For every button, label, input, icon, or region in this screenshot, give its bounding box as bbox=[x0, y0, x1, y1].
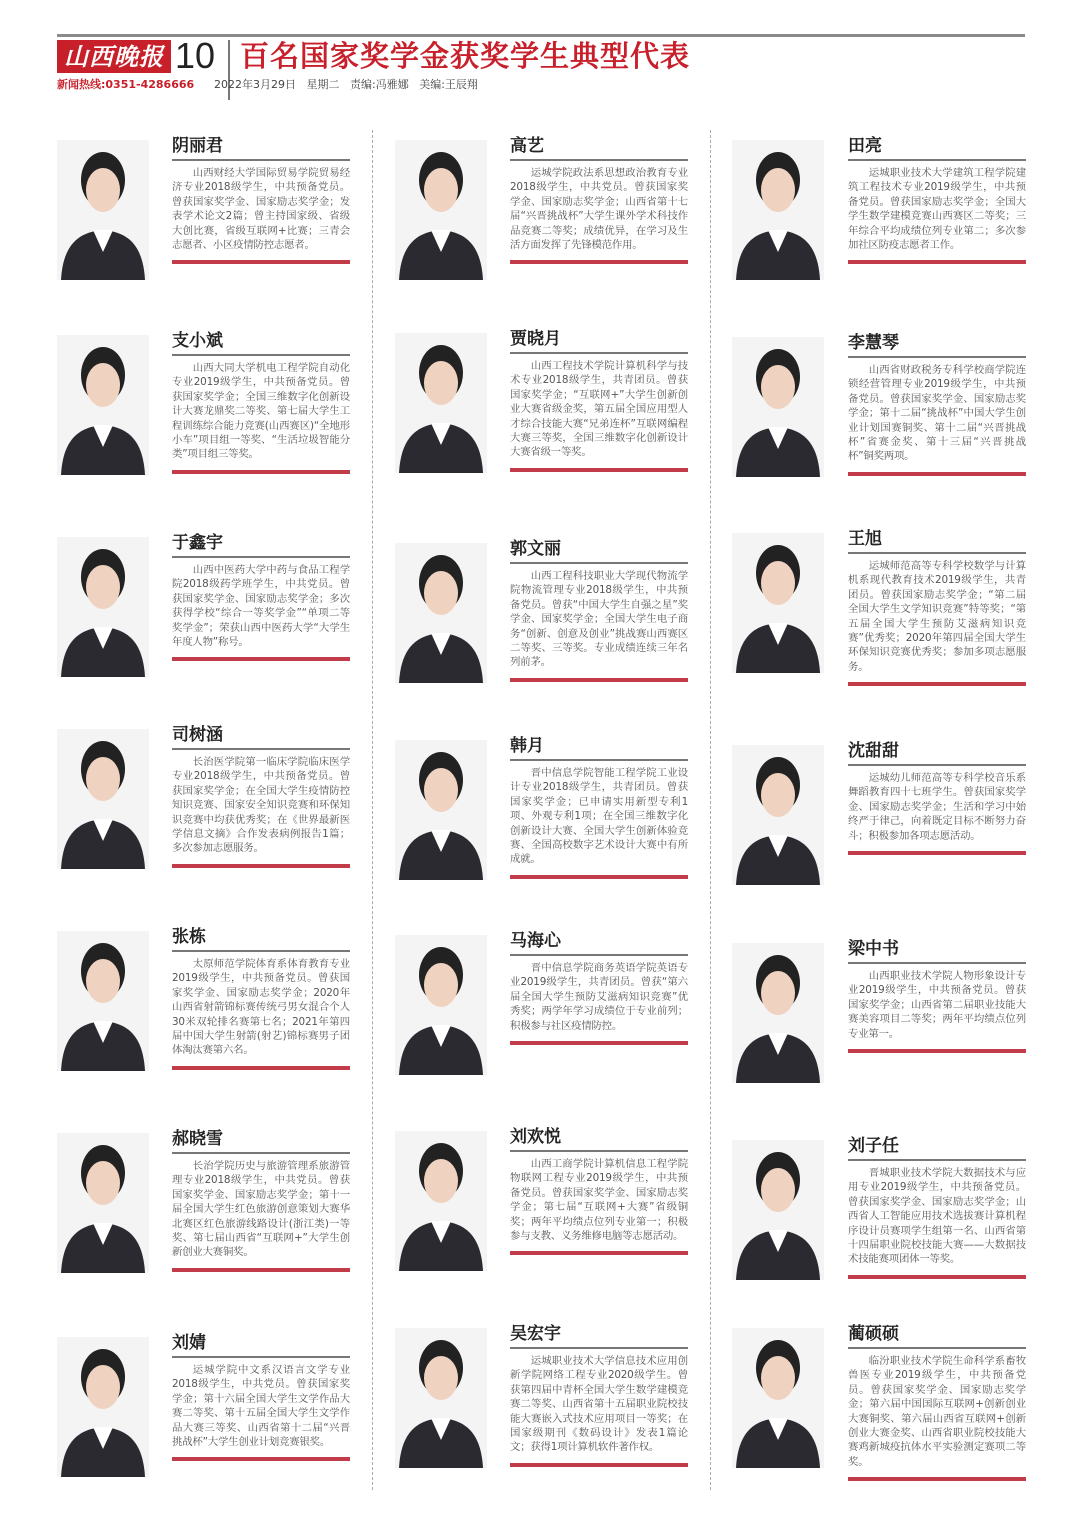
student-profile bbox=[848, 740, 1026, 855]
student-bio: 山西职业技术学院人物形象设计专业2019级学生，中共预备党员。曾获国家奖学金；山西省第二届职业技能大赛美容项目二等奖；两年平均绩点位列专业第一。 bbox=[848, 970, 1026, 1040]
student-photo bbox=[57, 537, 149, 677]
student-name: 刘欢悦 bbox=[510, 1127, 561, 1147]
entry-end-rule bbox=[172, 657, 350, 661]
student-photo bbox=[395, 543, 487, 683]
student-photo bbox=[732, 745, 824, 885]
student-profile bbox=[172, 724, 350, 868]
name-rule bbox=[510, 352, 688, 354]
entry-end-rule bbox=[172, 1066, 350, 1070]
student-name: 张栋 bbox=[172, 927, 206, 947]
entry-end-rule bbox=[848, 682, 1026, 686]
portrait-silhouette-icon bbox=[732, 745, 824, 885]
student-bio: 运城师范高等专科学校数学与计算机系现代教育技术2019级学生，共青团员。曾获国家励志奖学金；“第二届全国大学生文学知识竞赛”特等奖；“第五届全国大学生预防艾滋病知识竞赛”优秀奖；2020年第四届全国大学生环保知识竞赛优秀奖；参加多项志愿服务。 bbox=[848, 560, 1026, 673]
student-name: 韩月 bbox=[510, 736, 544, 756]
student-bio: 山西大同大学机电工程学院自动化专业2019级学生，中共预备党员。曾获国家奖学金；全国三维数字化创新设计大赛龙鼎奖二等奖、第七届大学生工程训练综合能力竞赛(山西赛区)“全地形小车”项目组一等奖、“生活垃圾智能分类”项目组三等奖。 bbox=[172, 362, 350, 461]
student-profile bbox=[848, 1323, 1026, 1481]
student-photo bbox=[57, 335, 149, 475]
entry-end-rule bbox=[172, 260, 350, 264]
issue-date: 2022年3月29日 bbox=[214, 78, 296, 91]
name-rule bbox=[510, 759, 688, 761]
name-rule bbox=[172, 1356, 350, 1358]
news-hotline: 新闻热线:0351-4286666 bbox=[57, 78, 195, 91]
student-photo bbox=[732, 1140, 824, 1280]
student-bio: 山西财经大学国际贸易学院贸易经济专业2018级学生，中共预备党员。曾获国家奖学金、国家励志奖学金；发表学术论文2篇；曾主持国家级、省级大创比赛，省级互联网+比赛；三青会志愿者、小区疫情防控志愿者。 bbox=[172, 167, 350, 252]
student-name: 沈甜甜 bbox=[848, 741, 899, 761]
student-photo bbox=[395, 140, 487, 280]
entry-end-rule bbox=[510, 1463, 688, 1467]
student-photo bbox=[57, 931, 149, 1071]
student-profile bbox=[848, 528, 1026, 686]
student-profile bbox=[510, 328, 688, 472]
student-name: 刘婧 bbox=[172, 1333, 206, 1353]
entry-end-rule bbox=[510, 1041, 688, 1045]
student-photo bbox=[57, 1133, 149, 1273]
student-name: 支小斌 bbox=[172, 331, 223, 351]
student-bio: 太原师范学院体育系体育教育专业2019级学生，中共预备党员。曾获国家奖学金、国家励志奖学金；2020年山西省射箭锦标赛传统弓男女混合个人30米双轮排名赛第七名；2021年第四届中国大学生射箭(射艺)锦标赛男子团体淘汰赛第六名。 bbox=[172, 958, 350, 1057]
portrait-silhouette-icon bbox=[57, 729, 149, 869]
student-profile bbox=[510, 735, 688, 879]
student-profile bbox=[510, 930, 688, 1045]
student-photo bbox=[395, 935, 487, 1075]
portrait-silhouette-icon bbox=[732, 533, 824, 673]
entry-end-rule bbox=[510, 260, 688, 264]
portrait-silhouette-icon bbox=[395, 140, 487, 280]
student-profile bbox=[510, 135, 688, 264]
portrait-silhouette-icon bbox=[732, 1328, 824, 1468]
portrait-silhouette-icon bbox=[395, 333, 487, 473]
entry-end-rule bbox=[848, 472, 1026, 476]
student-photo bbox=[395, 333, 487, 473]
student-name: 高艺 bbox=[510, 136, 544, 156]
student-name: 司树涵 bbox=[172, 725, 223, 745]
student-profile bbox=[172, 926, 350, 1070]
entry-end-rule bbox=[848, 851, 1026, 855]
portrait-silhouette-icon bbox=[732, 1140, 824, 1280]
name-rule bbox=[848, 962, 1026, 964]
student-profile bbox=[848, 938, 1026, 1053]
student-profile bbox=[172, 532, 350, 661]
student-name: 郝晓雪 bbox=[172, 1129, 223, 1149]
student-photo bbox=[395, 740, 487, 880]
entry-end-rule bbox=[848, 1049, 1026, 1053]
name-rule bbox=[172, 159, 350, 161]
name-rule bbox=[848, 552, 1026, 554]
student-profile bbox=[510, 538, 688, 682]
portrait-silhouette-icon bbox=[57, 1133, 149, 1273]
name-rule bbox=[172, 556, 350, 558]
student-name: 阴丽君 bbox=[172, 136, 223, 156]
student-profile bbox=[172, 330, 350, 474]
student-bio: 运城职业技术大学建筑工程学院建筑工程技术专业2019级学生，中共预备党员。曾获国家励志奖学金；全国大学生数学建模竞赛山西赛区二等奖；三年综合平均成绩位列专业第二；多次参加社区防疫志愿者工作。 bbox=[848, 167, 1026, 252]
issue-meta bbox=[214, 78, 485, 92]
student-name: 蔺硕硕 bbox=[848, 1324, 899, 1344]
name-rule bbox=[848, 356, 1026, 358]
student-profile bbox=[848, 135, 1026, 264]
student-bio: 长治医学院第一临床学院临床医学专业2018级学生，中共预备党员。曾获国家奖学金；在全国大学生疫情防控知识竞赛、国家安全知识竞赛和环保知识竞赛中均获优秀奖；在《世界最新医学信息文摘》合作发表病例报告1篇；多次参加志愿服务。 bbox=[172, 756, 350, 855]
portrait-silhouette-icon bbox=[395, 935, 487, 1075]
portrait-silhouette-icon bbox=[395, 1131, 487, 1271]
student-photo bbox=[395, 1328, 487, 1468]
student-bio: 运城幼儿师范高等专科学校音乐系舞蹈教育四十七班学生。曾获国家奖学金、国家励志奖学金；生活和学习中始终严于律己，向着既定目标不断努力奋斗；积极参加各项志愿活动。 bbox=[848, 772, 1026, 842]
student-bio: 山西工程技术学院计算机科学与技术专业2018级学生，共青团员。曾获国家奖学金；“互联网+”大学生创新创业大赛省级金奖，第五届全国应用型人才综合技能大赛“兄弟连杯”互联网编程大赛三等奖，全国三维数字化创新设计大赛省级一等奖。 bbox=[510, 360, 688, 459]
student-name: 吴宏宇 bbox=[510, 1324, 561, 1344]
column-divider bbox=[372, 130, 373, 1490]
student-bio: 晋中信息学院商务英语学院英语专业2019级学生，共青团员。曾获“第六届全国大学生预防艾滋病知识竞赛”优秀奖；两学年学习成绩位于专业前列；积极参与社区疫情防控。 bbox=[510, 962, 688, 1032]
entry-end-rule bbox=[172, 864, 350, 868]
entry-end-rule bbox=[848, 1477, 1026, 1481]
student-bio: 山西省财政税务专科学校商学院连锁经营管理专业2019级学生，中共预备党员。曾获国家奖学金、国家励志奖学金；第十二届“挑战杯”中国大学生创业计划国赛铜奖、第十二届“兴晋挑战杯”省赛金奖、第十三届“兴晋挑战杯”铜奖两项。 bbox=[848, 364, 1026, 463]
entry-end-rule bbox=[848, 1275, 1026, 1279]
student-photo bbox=[57, 1337, 149, 1477]
entry-end-rule bbox=[848, 260, 1026, 264]
portrait-silhouette-icon bbox=[395, 543, 487, 683]
student-bio: 长治学院历史与旅游管理系旅游管理专业2018级学生，中共党员。曾获国家奖学金、国家励志奖学金；第十一届全国大学生红色旅游创意策划大赛华北赛区红色旅游线路设计(浙江类)一等奖、第七届山西省“互联网+”大学生创新创业大赛铜奖。 bbox=[172, 1160, 350, 1259]
student-name: 郭文丽 bbox=[510, 539, 561, 559]
designer: 美编:王辰翔 bbox=[419, 78, 478, 91]
student-photo bbox=[395, 1131, 487, 1271]
name-rule bbox=[510, 954, 688, 956]
student-bio: 山西工商学院计算机信息工程学院物联网工程专业2019级学生，中共预备党员。曾获国家奖学金、国家励志奖学金；第七届“互联网+大赛”省级铜奖；两年平均绩点位列专业第一；积极参与支教、义务维修电脑等志愿活动。 bbox=[510, 1158, 688, 1243]
student-photo bbox=[732, 1328, 824, 1468]
student-bio: 晋城职业技术学院大数据技术与应用专业2019级学生，中共预备党员。曾获国家奖学金、国家励志奖学金；山西省人工智能应用技术选拔赛计算机程序设计员赛项学生组第一名、山西省第十四届职业院校技能大赛——大数据技术技能赛项团体一等奖。 bbox=[848, 1167, 1026, 1266]
student-photo bbox=[732, 337, 824, 477]
editor: 责编:冯雅娜 bbox=[350, 78, 409, 91]
portrait-silhouette-icon bbox=[57, 931, 149, 1071]
portrait-silhouette-icon bbox=[57, 1337, 149, 1477]
student-name: 于鑫宇 bbox=[172, 533, 223, 553]
page-title: 百名国家奖学金获奖学生典型代表 bbox=[240, 39, 691, 73]
student-photo bbox=[732, 140, 824, 280]
page-number: 10 bbox=[175, 35, 216, 76]
student-photo bbox=[57, 140, 149, 280]
entry-end-rule bbox=[172, 1457, 350, 1461]
student-photo bbox=[732, 533, 824, 673]
student-name: 李慧琴 bbox=[848, 333, 899, 353]
issue-weekday: 星期二 bbox=[306, 78, 340, 91]
name-rule bbox=[848, 1159, 1026, 1161]
student-bio: 运城学院中文系汉语言文学专业2018级学生，中共党员。曾获国家奖学金；第十六届全国大学生文学作品大赛二等奖、第十五届全国大学生文学作品大赛三等奖、山西省第十二届“兴晋挑战杯”大学生创业计划竞赛银奖。 bbox=[172, 1364, 350, 1449]
student-bio: 晋中信息学院智能工程学院工业设计专业2018级学生，共青团员。曾获国家奖学金；已申请实用新型专利1项、外观专利1项；在全国三维数字化创新设计大赛、全国大学生创新体验竞赛、全国高校数字艺术设计大赛中有所成就。 bbox=[510, 767, 688, 866]
student-profile bbox=[510, 1323, 688, 1467]
student-profile bbox=[848, 1135, 1026, 1279]
student-bio: 山西中医药大学中药与食品工程学院2018级药学班学生，中共党员。曾获国家奖学金、国家励志奖学金；多次获得学校“综合一等奖学金”“单项二等奖学金”；荣获山西中医药大学“大学生年度人物”称号。 bbox=[172, 564, 350, 649]
name-rule bbox=[510, 1347, 688, 1349]
name-rule bbox=[510, 1150, 688, 1152]
entry-end-rule bbox=[172, 1268, 350, 1272]
name-rule bbox=[510, 562, 688, 564]
student-bio: 临汾职业技术学院生命科学系畜牧兽医专业2019级学生，中共预备党员。曾获国家奖学金、国家励志奖学金；第六届中国国际互联网+创新创业大赛铜奖、第六届山西省互联网+创新创业大赛金奖、山西省职业院校技能大赛鸡新城疫抗体水平实验测定赛项二等奖。 bbox=[848, 1355, 1026, 1468]
portrait-silhouette-icon bbox=[57, 335, 149, 475]
student-name: 刘子任 bbox=[848, 1136, 899, 1156]
entry-end-rule bbox=[510, 468, 688, 472]
portrait-silhouette-icon bbox=[732, 140, 824, 280]
portrait-silhouette-icon bbox=[732, 943, 824, 1083]
student-bio: 运城职业技术大学信息技术应用创新学院网络工程专业2020级学生。曾获第四届中青杯全国大学生数学建模竞赛二等奖、山西省第十五届职业院校技能大赛嵌入式技术应用项目一等奖；在国家级期刊《数码设计》发表1篇论文；获得1项计算机软件著作权。 bbox=[510, 1355, 688, 1454]
student-name: 田亮 bbox=[848, 136, 882, 156]
name-rule bbox=[172, 1152, 350, 1154]
student-photo bbox=[57, 729, 149, 869]
portrait-silhouette-icon bbox=[57, 140, 149, 280]
name-rule bbox=[848, 764, 1026, 766]
student-bio: 山西工程科技职业大学现代物流学院物流管理专业2018级学生，中共预备党员。曾获“中国大学生自强之星”奖学金、国家奖学金；全国大学生电子商务“创新、创意及创业”挑战赛山西赛区二等奖、三等奖。专业成绩连续三年名列前茅。 bbox=[510, 570, 688, 669]
entry-end-rule bbox=[510, 1251, 688, 1255]
name-rule bbox=[510, 159, 688, 161]
student-profile bbox=[172, 1332, 350, 1461]
student-profile bbox=[172, 1128, 350, 1272]
student-profile bbox=[848, 332, 1026, 476]
student-name: 贾晓月 bbox=[510, 329, 561, 349]
name-rule bbox=[848, 1347, 1026, 1349]
student-profile bbox=[172, 135, 350, 264]
name-rule bbox=[172, 354, 350, 356]
student-photo bbox=[732, 943, 824, 1083]
portrait-silhouette-icon bbox=[395, 740, 487, 880]
column-divider bbox=[710, 130, 711, 1490]
portrait-silhouette-icon bbox=[57, 537, 149, 677]
student-name: 梁中书 bbox=[848, 939, 899, 959]
entry-end-rule bbox=[510, 678, 688, 682]
portrait-silhouette-icon bbox=[732, 337, 824, 477]
student-profile bbox=[510, 1126, 688, 1255]
student-name: 王旭 bbox=[848, 529, 882, 549]
name-rule bbox=[172, 950, 350, 952]
portrait-silhouette-icon bbox=[395, 1328, 487, 1468]
entry-end-rule bbox=[510, 875, 688, 879]
name-rule bbox=[172, 748, 350, 750]
newspaper-logo: 山西晚报 bbox=[57, 40, 171, 73]
entry-end-rule bbox=[172, 470, 350, 474]
student-name: 马海心 bbox=[510, 931, 561, 951]
name-rule bbox=[848, 159, 1026, 161]
student-bio: 运城学院政法系思想政治教育专业2018级学生，中共党员。曾获国家奖学金、国家励志奖学金；山西省第十七届“兴晋挑战杯”大学生课外学术科技作品竞赛二等奖；成绩优异，在学习及生活方面发挥了先锋模范作用。 bbox=[510, 167, 688, 252]
